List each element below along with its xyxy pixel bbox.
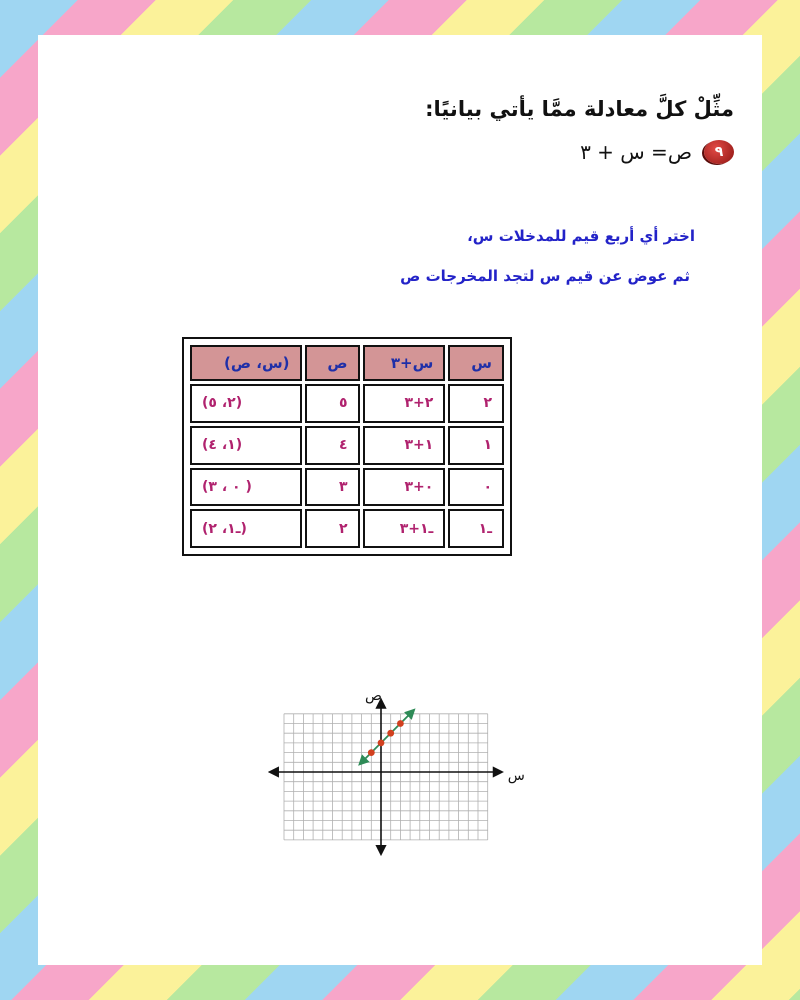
table-row bbox=[190, 384, 504, 423]
header-pair: (س، ص) bbox=[190, 345, 302, 381]
cell-y: ٥ bbox=[305, 384, 360, 423]
cell-x: ـ١ bbox=[448, 509, 504, 548]
step-1-text: اختر أي أربع قيم للمدخلات س، bbox=[467, 227, 695, 245]
y-axis-label: ص bbox=[365, 687, 382, 704]
graph-line bbox=[360, 710, 414, 764]
header-x: س bbox=[448, 345, 504, 381]
values-table bbox=[182, 337, 512, 556]
cell-x: ٠ bbox=[448, 468, 504, 507]
table-row bbox=[190, 468, 504, 507]
cell-y: ٤ bbox=[305, 426, 360, 465]
data-point bbox=[368, 749, 375, 756]
data-point bbox=[387, 730, 394, 737]
cell-expression: ٠+٣ bbox=[363, 468, 446, 507]
cell-pair: (ـ١، ٢) bbox=[190, 509, 302, 548]
cell-pair: (١، ٤) bbox=[190, 426, 302, 465]
cell-expression: ـ١+٣ bbox=[363, 509, 446, 548]
header-y: ص bbox=[305, 345, 360, 381]
x-axis-label: س bbox=[507, 768, 525, 784]
cell-expression: ١+٣ bbox=[363, 426, 446, 465]
table-header-row bbox=[190, 345, 504, 381]
cell-expression: ٢+٣ bbox=[363, 384, 446, 423]
cell-x: ٢ bbox=[448, 384, 504, 423]
problem-number-badge: ٩ bbox=[704, 140, 734, 164]
data-point bbox=[397, 720, 404, 727]
step-2-text: ثم عوض عن قيم س لتجد المخرجات ص bbox=[400, 267, 690, 285]
header-x-plus-3: س+٣ bbox=[363, 345, 446, 381]
problem-header bbox=[580, 140, 734, 164]
table-row bbox=[190, 426, 504, 465]
coordinate-graph bbox=[170, 615, 590, 895]
equation-text: ص= س + ٣ bbox=[580, 140, 692, 164]
cell-y: ٢ bbox=[305, 509, 360, 548]
cell-pair: (٢، ٥) bbox=[190, 384, 302, 423]
instruction-text: مثِّلْ كلَّ معادلة ممَّا يأتي بيانيًا: bbox=[425, 97, 734, 121]
cell-x: ١ bbox=[448, 426, 504, 465]
cell-pair: ( ٠ ، ٣) bbox=[190, 468, 302, 507]
cell-y: ٣ bbox=[305, 468, 360, 507]
table-row bbox=[190, 509, 504, 548]
data-point bbox=[378, 740, 385, 747]
